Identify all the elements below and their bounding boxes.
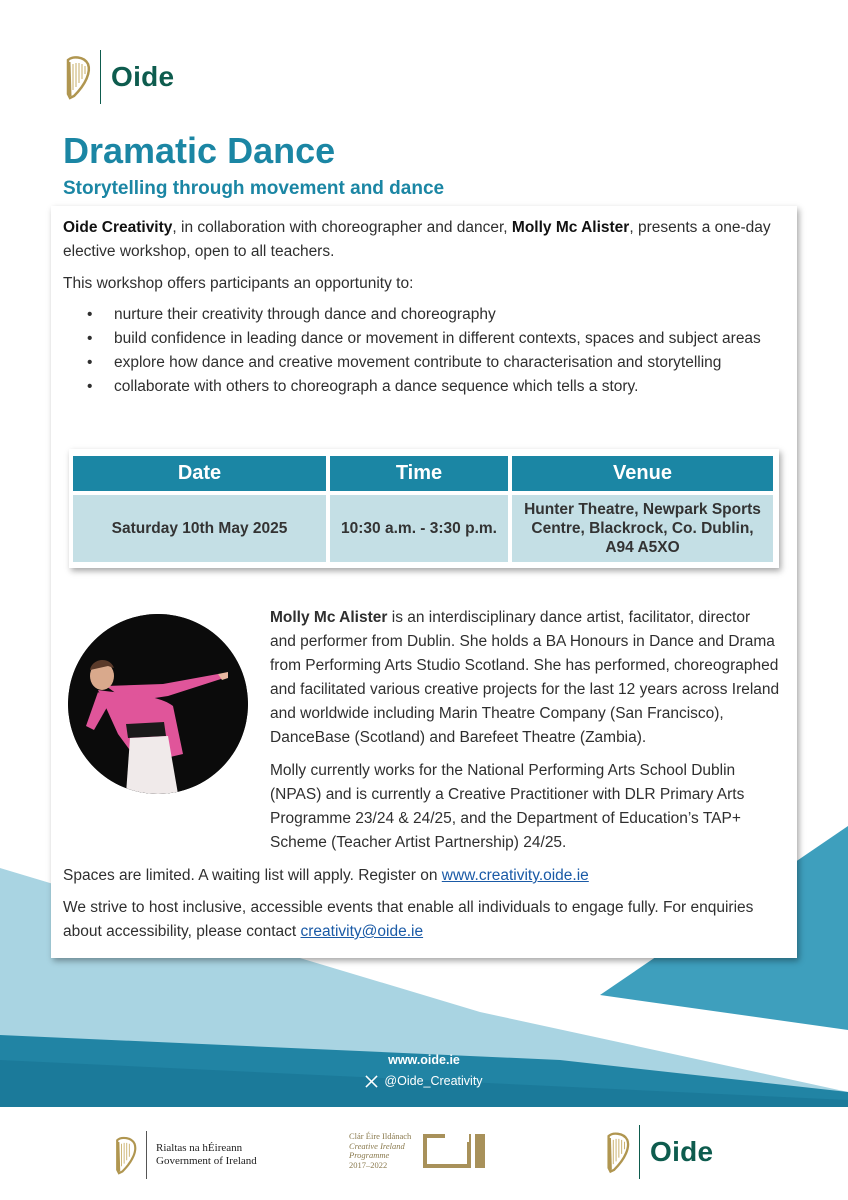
list-item: • explore how dance and creative movement contribute to characterisation and storytelling — [87, 351, 777, 375]
list-item: • build confidence in leading dance or movement in different contexts, spaces and subject areas — [87, 327, 777, 351]
list-item: • collaborate with others to choreograph a dance sequence which tells a story. — [87, 375, 777, 399]
dancer-illustration — [68, 614, 248, 794]
government-of-ireland-logo — [112, 1131, 257, 1179]
bio-text: is an interdisciplinary dance artist, facilitator, director and performer from Dublin. She holds a BA Honours in Dance and Drama from Performing Arts Studio Scotland. She has performed, choreographed and facilitated various creative projects for the last 12 years across Ireland and worldwide including Marin Theatre Company (San Francisco), DanceBase (Scotland) and Barefeet Theatre (Zambia). — [270, 609, 780, 746]
creative-ireland-logo — [349, 1132, 491, 1170]
header-time: Time — [330, 456, 508, 491]
page-title: Dramatic Dance — [63, 130, 336, 171]
header-venue: Venue — [512, 456, 773, 491]
header-date: Date — [73, 456, 326, 491]
intro-text-2: , presents a one-day elective workshop, open to all teachers. — [63, 219, 771, 260]
event-venue: Hunter Theatre, Newpark Sports Centre, Blackrock, Co. Dublin, A94 A5XO — [512, 495, 773, 562]
registration-link[interactable]: www.creativity.oide.ie — [441, 867, 589, 884]
harp-icon — [603, 1130, 631, 1174]
footer-social[interactable] — [0, 1074, 848, 1088]
registration-text: Spaces are limited. A waiting list will apply. Register on — [63, 867, 442, 884]
harp-icon — [112, 1134, 138, 1176]
artist-name: Molly Mc Alister — [511, 219, 630, 236]
intro-text-1: , in collaboration with choreographer and dancer, — [172, 219, 512, 236]
event-details-table — [69, 449, 779, 568]
logo-divider — [639, 1125, 640, 1179]
harp-icon — [62, 54, 92, 100]
gov-logo-divider — [146, 1131, 147, 1179]
creative-ireland-mark-icon — [423, 1134, 491, 1168]
event-date: Saturday 10th May 2025 — [73, 495, 326, 562]
logo-divider — [100, 50, 101, 104]
oide-footer-wordmark: Oide — [650, 1136, 714, 1167]
oide-wordmark: Oide — [111, 61, 175, 92]
social-handle: @Oide_Creativity — [384, 1074, 483, 1088]
artist-photo — [68, 614, 248, 794]
oide-logo — [62, 50, 174, 104]
ci-programme: Programme — [349, 1150, 390, 1160]
event-time: 10:30 a.m. - 3:30 p.m. — [330, 495, 508, 562]
accessibility-paragraph — [63, 896, 775, 944]
ci-name-irish: Clár Éire Ildánach — [349, 1131, 412, 1141]
page-subtitle: Storytelling through movement and dance — [63, 178, 445, 199]
x-twitter-icon — [365, 1075, 378, 1088]
org-name: Oide Creativity — [63, 219, 173, 236]
ci-name-english: Creative Ireland — [349, 1140, 405, 1151]
bio-paragraph-1 — [270, 606, 780, 750]
bio-artist-name: Molly Mc Alister — [270, 609, 388, 626]
registration-paragraph — [63, 864, 775, 888]
list-item: • nurture their creativity through dance and choreography — [87, 303, 777, 327]
footer-website-link[interactable]: www.oide.ie — [388, 1053, 460, 1067]
ci-years: 2017–2022 — [349, 1159, 388, 1170]
contact-email-link[interactable]: creativity@oide.ie — [300, 923, 424, 940]
content-card — [51, 206, 797, 958]
opportunity-list — [87, 303, 777, 399]
gov-name-english: Government of Ireland — [156, 1155, 257, 1167]
gov-name-irish: Rialtas na hÉireann — [156, 1142, 243, 1154]
intro-paragraph — [63, 216, 775, 264]
oide-footer-logo — [603, 1125, 713, 1179]
bio-paragraph-2: Molly currently works for the National Performing Arts School Dublin (NPAS) and is currently a Creative Practitioner with DLR Primary Arts Programme 23/24 & 24/25, and the Department of Education’s TAP+ Scheme (Teacher Artist Partnership) 24/25. — [270, 762, 745, 851]
accessibility-text: We strive to host inclusive, accessible events that enable all individuals to engage fully. For enquiries about accessibility, please contact — [63, 899, 754, 940]
offers-lead: This workshop offers participants an opportunity to: — [63, 275, 414, 292]
partner-logo-strip — [0, 1107, 848, 1200]
